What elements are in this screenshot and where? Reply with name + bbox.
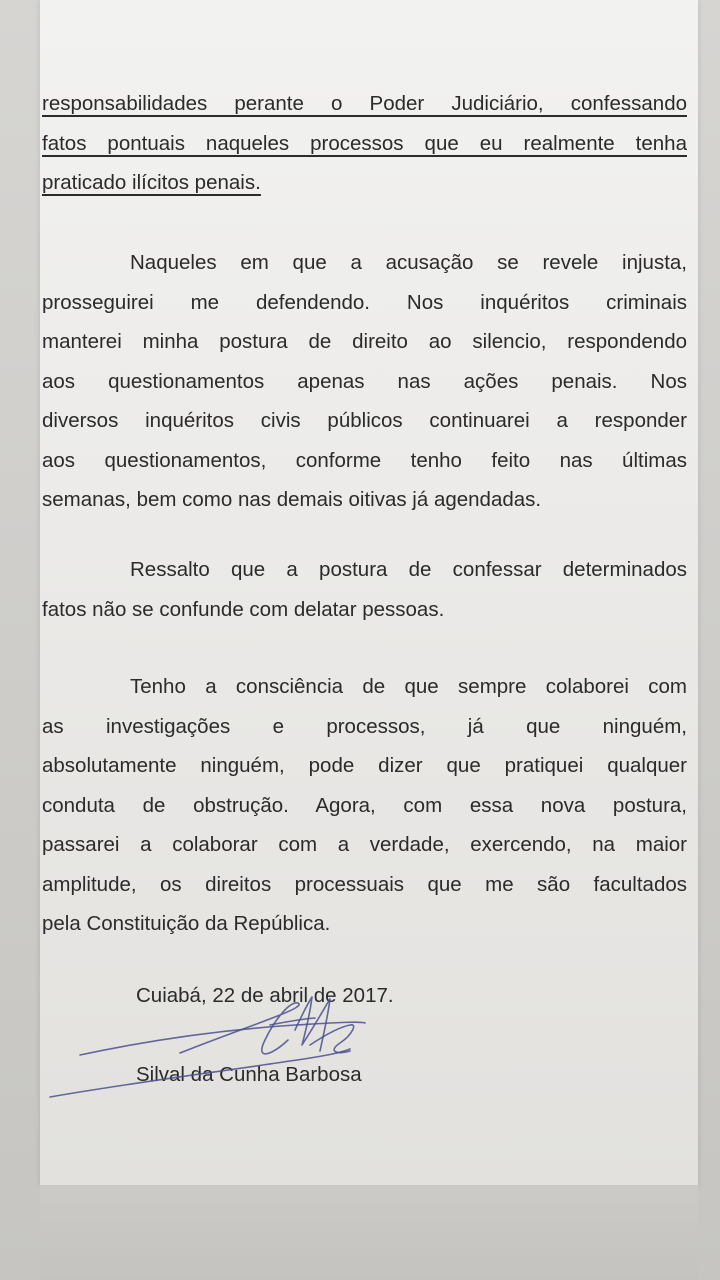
text-line: semanas, bem como nas demais oitivas já agendadas. bbox=[42, 488, 542, 511]
text-line: prosseguirei me defendendo. Nos inquéritos criminais bbox=[42, 290, 687, 314]
text-line: Tenho a consciência de que sempre colaborei com bbox=[130, 675, 687, 698]
text-line: aos questionamentos apenas nas ações penais. Nos bbox=[42, 369, 687, 393]
signer-name: Silval da Cunha Barbosa bbox=[136, 1063, 362, 1086]
text-line: responsabilidades perante o Poder Judiciário, confessando bbox=[42, 92, 687, 115]
text-line: Ressalto que a postura de confessar determinados bbox=[130, 558, 687, 581]
text-line: conduta de obstrução. Agora, com essa nova postura, bbox=[42, 793, 687, 817]
text-line: manterei minha postura de direito ao silencio, respondendo bbox=[42, 330, 687, 353]
paragraph-defense bbox=[42, 243, 687, 520]
text-line: Naqueles em que a acusação se revele injusta, bbox=[130, 251, 687, 274]
dateline: Cuiabá, 22 de abril de 2017. bbox=[136, 984, 394, 1007]
text-line: amplitude, os direitos processuais que me são facultados bbox=[42, 872, 687, 896]
text-line: aos questionamentos, conforme tenho feito nas últimas bbox=[42, 448, 687, 472]
text-line: pela Constituição da República. bbox=[42, 912, 331, 935]
paper-shadow bbox=[40, 1185, 698, 1280]
paragraph-clarification bbox=[42, 550, 687, 629]
text-line: passarei a colaborar com a verdade, exercendo, na maior bbox=[42, 833, 687, 856]
text-line: as investigações e processos, já que ninguém, bbox=[42, 714, 687, 738]
text-line: diversos inquéritos civis públicos continuarei a responder bbox=[42, 409, 687, 432]
paragraph-collaboration bbox=[42, 667, 687, 944]
text-line: fatos pontuais naqueles processos que eu realmente tenha bbox=[42, 131, 687, 155]
text-line: praticado ilícitos penais. bbox=[42, 171, 261, 194]
text-line: absolutamente ninguém, pode dizer que pratiquei qualquer bbox=[42, 754, 687, 777]
text-line: fatos não se confunde com delatar pessoas. bbox=[42, 597, 445, 621]
paragraph-confession bbox=[42, 84, 687, 203]
